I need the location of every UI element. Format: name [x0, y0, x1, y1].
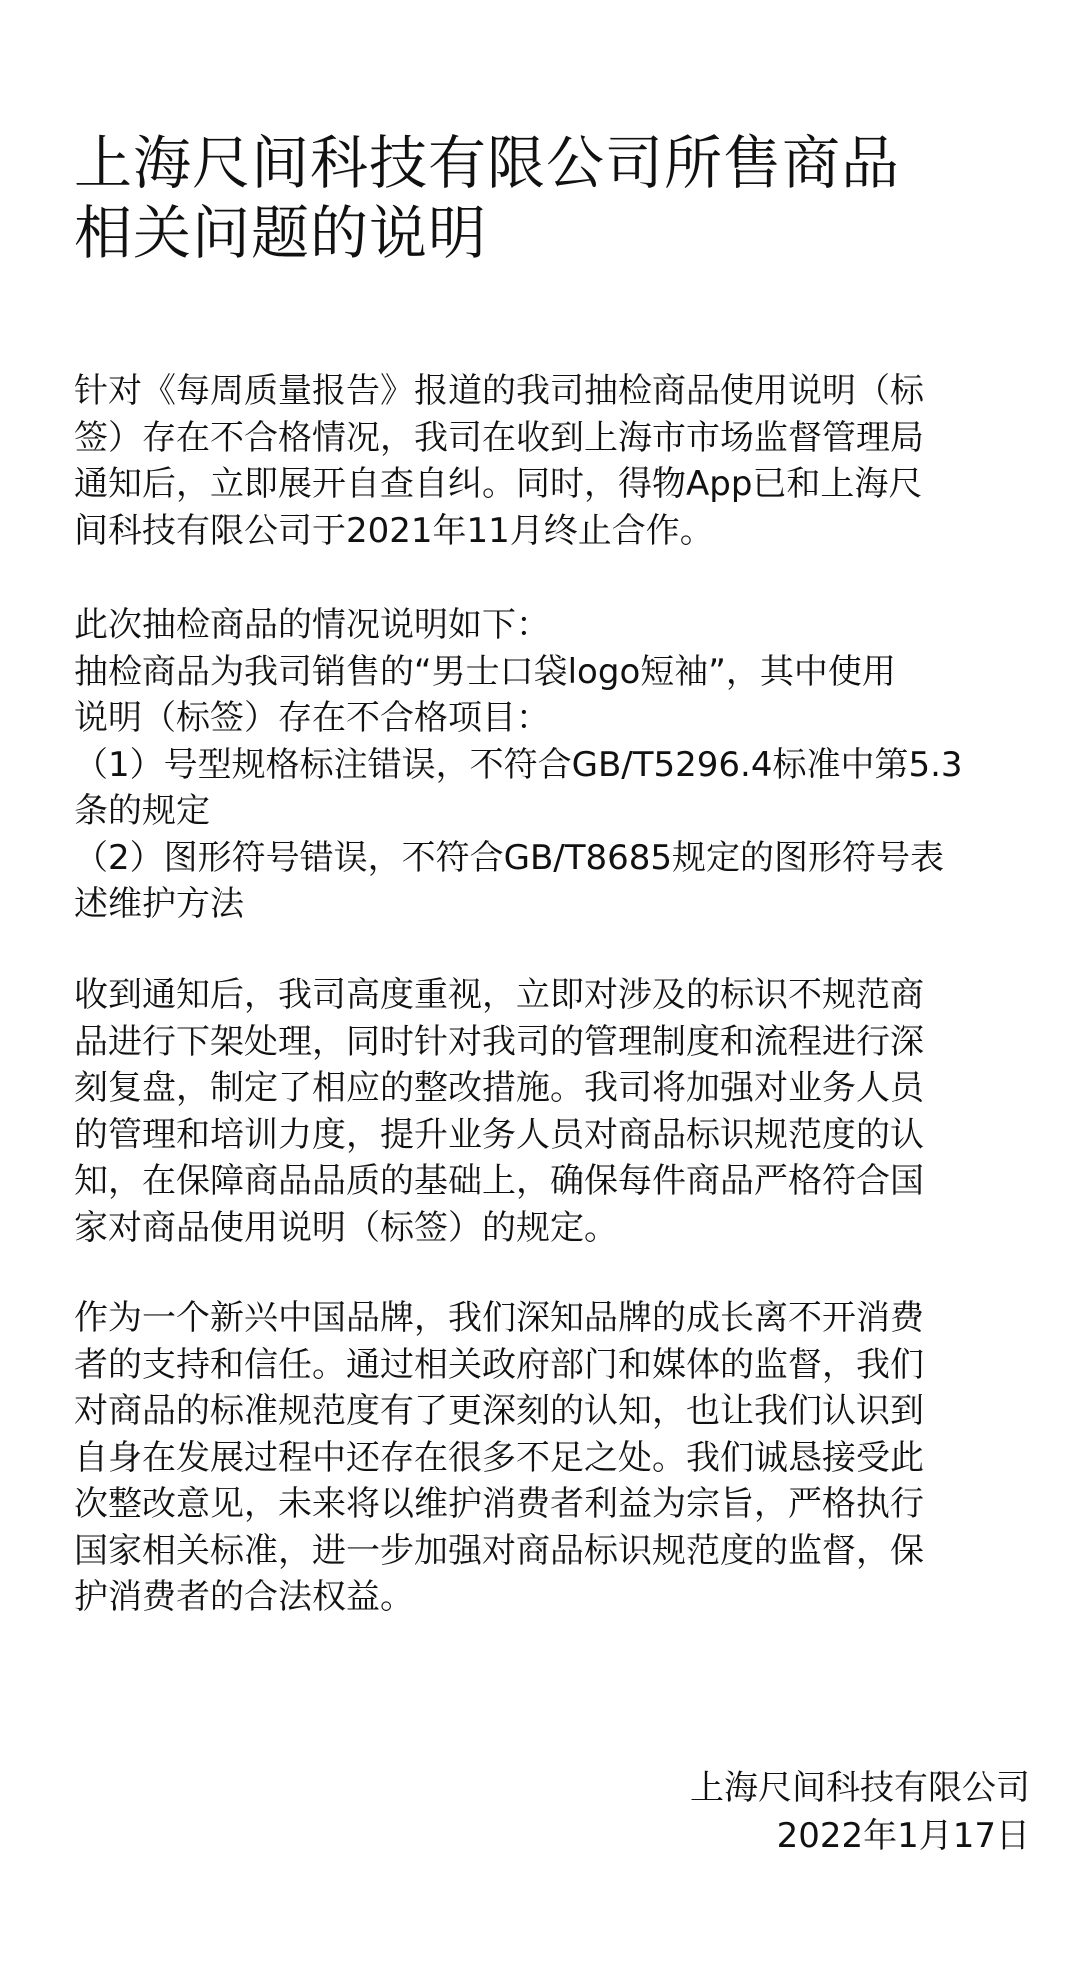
- text-line: 述维护方法: [74, 884, 244, 924]
- text-line: 护消费者的合法权益。: [74, 1577, 414, 1617]
- text-line: 签）存在不合格情况，我司在收到上海市市场监督管理局: [74, 417, 924, 458]
- page-title: [74, 128, 1034, 268]
- text-line: 通知后，立即展开自查自纠。同时，得物App已和上海尺: [74, 464, 923, 504]
- text-line: 的管理和培训力度，提升业务人员对商品标识规范度的认: [74, 1114, 924, 1155]
- text-line: 国家相关标准，进一步加强对商品标识规范度的监督，保: [74, 1530, 924, 1571]
- text-line: 收到通知后，我司高度重视，立即对涉及的标识不规范商: [74, 975, 924, 1015]
- text-line: 家对商品使用说明（标签）的规定。: [74, 1207, 618, 1248]
- title-line: 上海尺间科技有限公司所售商品: [74, 129, 901, 197]
- text-line: 品进行下架处理，同时针对我司的管理制度和流程进行深: [74, 1021, 924, 1062]
- text-line: 次整改意见，未来将以维护消费者利益为宗旨，严格执行: [74, 1484, 924, 1524]
- text-line: （2）图形符号错误，不符合GB/T8685规定的图形符号表: [74, 837, 945, 878]
- signature-date: 2022年1月17日: [776, 1816, 1030, 1856]
- text-line: 对商品的标准规范度有了更深刻的认知，也让我们认识到: [74, 1391, 924, 1431]
- text-line: 间科技有限公司于2021年11月终止合作。: [74, 510, 714, 551]
- text-line: 此次抽检商品的情况说明如下：: [74, 605, 550, 645]
- text-line: （1）号型规格标注错误，不符合GB/T5296.4标准中第5.3: [74, 744, 963, 785]
- text-line: 者的支持和信任。通过相关政府部门和媒体的监督，我们: [74, 1344, 924, 1385]
- actions-paragraph: [74, 972, 1034, 1251]
- text-line: 知，在保障商品品质的基础上，确保每件商品严格符合国: [74, 1161, 924, 1201]
- intro-paragraph: [74, 368, 1034, 554]
- text-line: 自身在发展过程中还存在很多不足之处。我们诚恳接受此: [74, 1437, 924, 1478]
- title-line: 相关问题的说明: [74, 199, 488, 267]
- text-line: 说明（标签）存在不合格项目：: [74, 698, 550, 738]
- details-paragraph: [74, 602, 1034, 928]
- text-line: 作为一个新兴中国品牌，我们深知品牌的成长离不开消费: [74, 1298, 924, 1338]
- text-line: 针对《每周质量报告》报道的我司抽检商品使用说明（标: [74, 371, 924, 411]
- closing-paragraph: [74, 1295, 1034, 1621]
- text-line: 刻复盘，制定了相应的整改措施。我司将加强对业务人员: [74, 1068, 924, 1108]
- signature-company: 上海尺间科技有限公司: [690, 1768, 1030, 1808]
- text-line: 条的规定: [74, 791, 210, 831]
- signature-block: [530, 1764, 1030, 1860]
- text-line: 抽检商品为我司销售的“男士口袋logo短袖”，其中使用: [74, 651, 896, 692]
